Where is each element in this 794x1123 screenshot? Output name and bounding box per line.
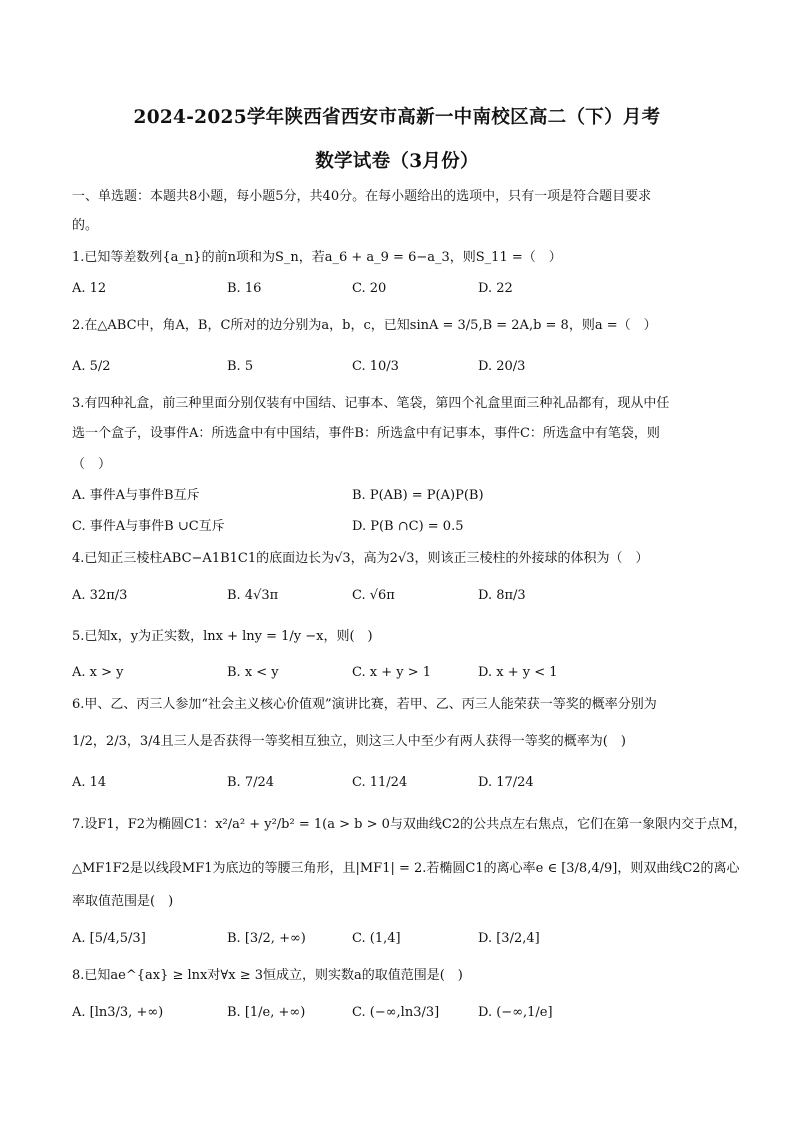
question-6-option-b: B. 7/24 — [227, 775, 275, 790]
question-7-stem-line3: 率取值范围是( ) — [72, 894, 174, 909]
question-7-stem-line1: 7.设F1，F2为椭圆C1：x²/a² + y²/b² = 1(a > b > 0与双曲线C2的公共点左右焦点，它们在第一象限内交于点M， — [72, 817, 747, 832]
question-1-option-b: B. 16 — [227, 281, 262, 296]
question-3-option-c: C. 事件A与事件B ∪C互斥 — [72, 519, 225, 534]
question-3-stem-line2: 选一个盒子，设事件A：所选盒中有中国结，事件B：所选盒中有记事本，事件C：所选盒中有笔袋，则 — [72, 426, 660, 441]
question-5-option-b: B. x < y — [227, 665, 279, 680]
section-heading-line1: 一、单选题：本题共8小题，每小题5分，共40分。在每小题给出的选项中，只有一项是符合题目要求 — [72, 189, 652, 204]
question-6-option-d: D. 17/24 — [478, 775, 534, 790]
exam-title-line2: 数学试卷（3月份） — [315, 151, 479, 172]
question-2-stem: 2.在△ABC中，角A，B，C所对的边分别为a，b，c，已知sinA = 3/5,B = 2A,b = 8，则a =（ ） — [72, 318, 657, 333]
question-3-stem-line3: （ ） — [72, 457, 112, 472]
question-8-option-b: B. [1/e, +∞) — [227, 1005, 306, 1020]
question-3-option-b: B. P(AB) = P(A)P(B) — [352, 488, 484, 503]
section-heading-line2: 的。 — [72, 218, 99, 233]
question-3-option-d: D. P(B ∩C) = 0.5 — [352, 519, 464, 534]
question-2-option-b: B. 5 — [227, 359, 254, 374]
exam-title-line1: 2024-2025学年陕西省西安市高新一中南校区高二（下）月考 — [133, 107, 661, 128]
question-6-option-a: A. 14 — [72, 775, 107, 790]
question-1-option-a: A. 12 — [72, 281, 107, 296]
question-3-option-a: A. 事件A与事件B互斥 — [72, 488, 200, 503]
question-1-stem: 1.已知等差数列{a_n}的前n项和为S_n，若a_6 + a_9 = 6−a_3，则S_11 =（ ） — [72, 250, 562, 265]
question-2-option-a: A. 5/2 — [72, 359, 111, 374]
question-4-option-a: A. 32π/3 — [72, 588, 128, 603]
question-4-option-d: D. 8π/3 — [478, 588, 526, 603]
question-2-option-d: D. 20/3 — [478, 359, 526, 374]
question-4-stem: 4.已知正三棱柱ABC−A1B1C1的底面边长为√3，高为2√3，则该正三棱柱的外接球的体积为（ ） — [72, 551, 649, 566]
question-4-option-b: B. 4√3π — [227, 588, 279, 603]
question-8-option-c: C. (−∞,ln3/3] — [352, 1005, 440, 1020]
question-1-option-d: D. 22 — [478, 281, 513, 296]
question-5-option-c: C. x + y > 1 — [352, 665, 432, 680]
question-8-stem: 8.已知ae^{ax} ≥ lnx对∀x ≥ 3恒成立，则实数a的取值范围是( ) — [72, 968, 463, 983]
question-7-option-d: D. [3/2,4] — [478, 931, 540, 946]
question-5-stem: 5.已知x，y为正实数，lnx + lny = 1/y −x，则( ) — [72, 629, 373, 644]
question-6-stem-line2: 1/2，2/3，3/4且三人是否获得一等奖相互独立，则这三人中至少有两人获得一等奖的概率为( ) — [72, 734, 626, 749]
question-6-stem-line1: 6.甲、乙、丙三人参加“社会主义核心价值观”演讲比赛，若甲、乙、丙三人能荣获一等奖的概率分别为 — [72, 697, 657, 712]
question-5-option-d: D. x + y < 1 — [478, 665, 558, 680]
question-7-option-b: B. [3/2, +∞) — [227, 931, 306, 946]
question-3-stem-line1: 3.有四种礼盒，前三种里面分别仅装有中国结、记事本、笔袋，第四个礼盒里面三种礼品都有，现从中任 — [72, 396, 670, 411]
question-4-option-c: C. √6π — [352, 588, 395, 603]
question-2-option-c: C. 10/3 — [352, 359, 399, 374]
question-7-option-c: C. (1,4] — [352, 931, 401, 946]
question-6-option-c: C. 11/24 — [352, 775, 408, 790]
question-7-stem-line2: △MF1F2是以线段MF1为底边的等腰三角形，且|MF1| = 2.若椭圆C1的离心率e ∈ [3/8,4/9]，则双曲线C2的离心 — [72, 861, 740, 876]
question-5-option-a: A. x > y — [72, 665, 124, 680]
question-8-option-d: D. (−∞,1/e] — [478, 1005, 553, 1020]
question-1-option-c: C. 20 — [352, 281, 387, 296]
question-7-option-a: A. [5/4,5/3] — [72, 931, 146, 946]
question-8-option-a: A. [ln3/3, +∞) — [72, 1005, 164, 1020]
